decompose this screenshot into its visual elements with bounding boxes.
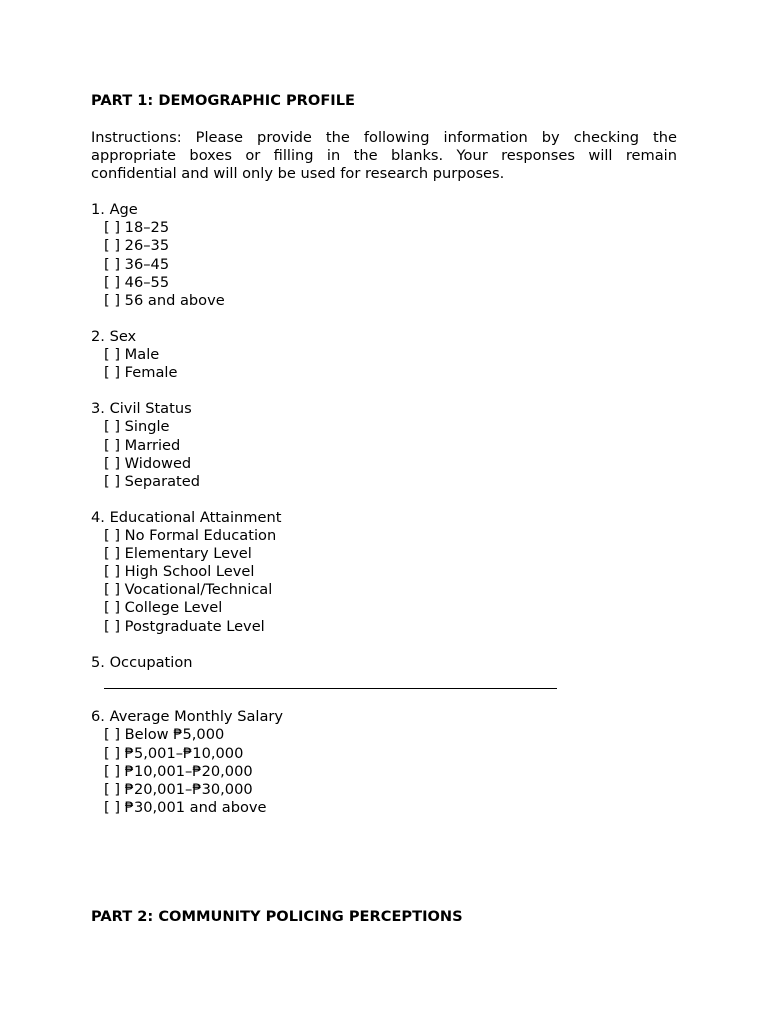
option-salary-below-5000[interactable]: [ ] Below ₱5,000	[104, 726, 225, 743]
option-age-36-45[interactable]: [ ] 36–45	[104, 256, 170, 273]
option-edu-vocational[interactable]: [ ] Vocational/Technical	[104, 581, 273, 598]
question-sex-label: 2. Sex	[91, 328, 137, 345]
option-age-18-25[interactable]: [ ] 18–25	[104, 219, 170, 236]
option-civil-separated[interactable]: [ ] Separated	[104, 473, 201, 490]
option-edu-high-school[interactable]: [ ] High School Level	[104, 563, 255, 580]
option-salary-5001-10000[interactable]: [ ] ₱5,001–₱10,000	[104, 745, 244, 762]
option-edu-college[interactable]: [ ] College Level	[104, 599, 223, 616]
option-civil-single[interactable]: [ ] Single	[104, 418, 170, 435]
instructions-line-2: appropriate boxes or filling in the blanks. Your responses will remain	[91, 147, 677, 164]
option-salary-20001-30000[interactable]: [ ] ₱20,001–₱30,000	[104, 781, 253, 798]
option-edu-elementary[interactable]: [ ] Elementary Level	[104, 545, 252, 562]
question-education-label: 4. Educational Attainment	[91, 509, 282, 526]
option-age-26-35[interactable]: [ ] 26–35	[104, 237, 170, 254]
option-age-56-above[interactable]: [ ] 56 and above	[104, 292, 225, 309]
option-salary-10001-20000[interactable]: [ ] ₱10,001–₱20,000	[104, 763, 253, 780]
question-salary-label: 6. Average Monthly Salary	[91, 708, 284, 725]
option-age-46-55[interactable]: [ ] 46–55	[104, 274, 170, 291]
option-sex-female[interactable]: [ ] Female	[104, 364, 178, 381]
instructions-line-3: confidential and will only be used for research purposes.	[91, 165, 505, 182]
question-civil-status-label: 3. Civil Status	[91, 400, 192, 417]
option-civil-married[interactable]: [ ] Married	[104, 437, 181, 454]
occupation-blank-line[interactable]	[104, 688, 557, 689]
option-salary-30001-above[interactable]: [ ] ₱30,001 and above	[104, 799, 267, 816]
option-edu-no-formal[interactable]: [ ] No Formal Education	[104, 527, 277, 544]
part1-heading: PART 1: DEMOGRAPHIC PROFILE	[91, 92, 355, 109]
option-sex-male[interactable]: [ ] Male	[104, 346, 160, 363]
instructions-line-1: Instructions: Please provide the following information by checking the	[91, 129, 677, 146]
part2-heading: PART 2: COMMUNITY POLICING PERCEPTIONS	[91, 908, 463, 925]
question-age-label: 1. Age	[91, 201, 138, 218]
question-occupation-label: 5. Occupation	[91, 654, 193, 671]
option-edu-postgraduate[interactable]: [ ] Postgraduate Level	[104, 618, 265, 635]
option-civil-widowed[interactable]: [ ] Widowed	[104, 455, 192, 472]
